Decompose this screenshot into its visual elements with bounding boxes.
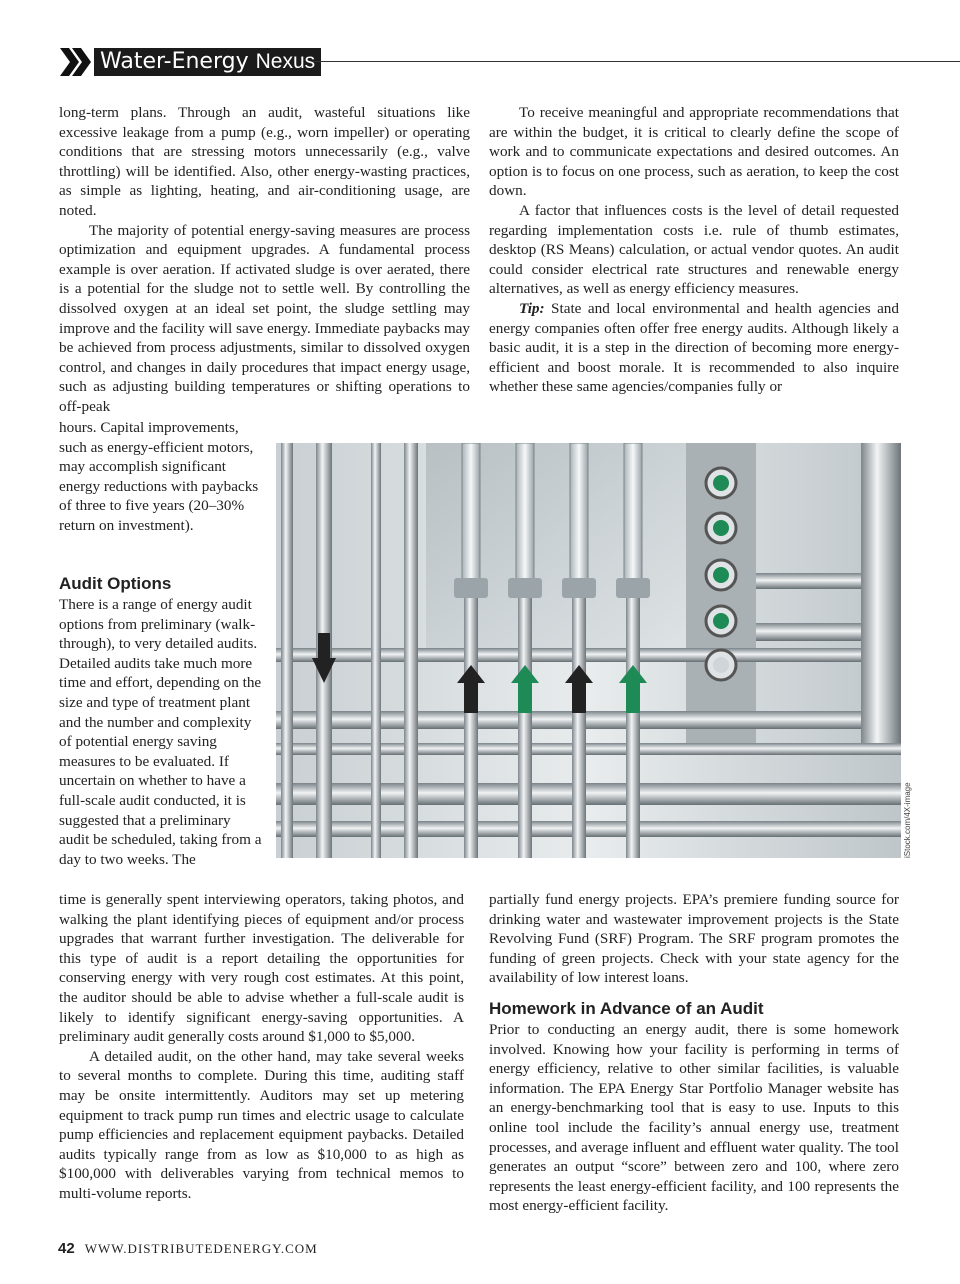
website-link[interactable]: WWW.DISTRIBUTEDENERGY.COM xyxy=(84,1241,318,1256)
right-column-bottom xyxy=(489,890,899,1216)
double-chevron-icon xyxy=(60,46,92,78)
left-narrow-top xyxy=(59,418,264,536)
page-number: 42 xyxy=(58,1240,75,1257)
flowmeter-pipes-illustration xyxy=(276,443,901,858)
paragraph: long-term plans. Through an audit, wasteful situations like excessive leakage from a pump (e.g., worn impeller) or operating conditions that are stressing motors unnecessarily (e.g., valve throttling) will be identified. Also, other energy-wasting practices, as simple as lighting, heating, and air-conditioning usage, are noted. xyxy=(59,104,470,219)
right-column-top xyxy=(489,103,899,397)
section-title: Water-Energy xyxy=(100,49,249,74)
paragraph: To receive meaningful and appropriate recommendations that are within the budget, it is critical to clearly define the scope of work and to communicate expectations and desired outcomes. An option is to focus on one process, such as aeration, to keep the cost down. xyxy=(489,104,899,200)
paragraph: The majority of potential energy-saving measures are process optimization and equipment upgrades. A fundamental process example is over aeration. If activated sludge is over aerated, there is a potential for the sludge not to settle well. By controlling the dissolved oxygen at an ideal set point, the sludge settling may improve and the facility will save energy. Immediate paybacks may be achieved from process adjustments, similar to dissolved oxygen control, and changes in daily procedures that impact energy usage, such as adjusting building temperatures or shifting operations to off-peak xyxy=(59,221,470,415)
page-footer xyxy=(58,1240,318,1257)
section-tag xyxy=(94,48,321,76)
paragraph: time is generally spent interviewing operators, taking photos, and walking the plant identifying pieces of equipment and/or process upgrades that warrant further investigation. The deliverable for this type of audit is a report detailing the opportunities for conserving energy with very rough cost estimates. At this point, the auditor should be able to advise whether a full-scale audit is likely to identify significant energy-saving opportunities. A preliminary audit generally costs around $1,000 to $5,000. xyxy=(59,891,464,1046)
paragraph: A factor that influences costs is the level of detail requested regarding implementation costs i.e. rule of thumb estimates, desktop (RS Means) calculation, or actual vendor quotes. An audit could consider electrical rate structures and renewable energy alternatives, as well as energy efficiency measures. xyxy=(489,201,899,298)
paragraph: A detailed audit, on the other hand, may take several weeks to several months to complete. During this time, auditing staff may be onsite intermittently. Auditors may set up metering equipment to track pump run times and electric usage to calculate pump efficiencies and replacement equipment paybacks. Detailed audits typically range from as low as $10,000 to as high as $100,000 with deliverables varying from technical memos to multi-volume reports. xyxy=(59,1047,464,1202)
header-rule xyxy=(313,61,960,62)
paragraph: partially fund energy projects. EPA’s premiere funding source for drinking water and wastewater improvement projects is the State Revolving Fund (SRF) Program. The SRF program promotes the funding of green projects. Check with your state agency for the availability of low interest loans. xyxy=(489,891,899,987)
left-column-top xyxy=(59,103,470,417)
paragraph: Prior to conducting an energy audit, there is some homework involved. Knowing how your facility is performing in terms of energy efficiency, relative to other similar facilities, is valuable information. The EPA Energy Star Portfolio Manager website has an energy-benchmarking tool that is easy to use. Inputs to this online tool include the facility’s annual energy use, treatment processes, and average influent and effluent water quality. The tool generates an output “score” between zero and 100, where zero represents the least energy-efficient facility, and 100 represents the most energy-efficient facility. xyxy=(489,1020,899,1215)
equipment-photo xyxy=(276,443,901,858)
tip-paragraph xyxy=(489,299,899,397)
section-heading: Homework in Advance of an Audit xyxy=(489,998,764,1018)
tip-label: Tip: xyxy=(519,299,545,317)
photo-credit: iStock.com/4X-image xyxy=(903,782,912,858)
audit-options-continued xyxy=(59,890,464,1204)
section-header xyxy=(58,44,960,78)
section-heading: Audit Options xyxy=(59,574,172,593)
tip-text: State and local environmental and health agencies and energy companies often offer free energy audits. Although likely a basic audit, it is a step in the direction of becoming more energy-efficient and boost morale. It is recommended to also inquire whether these same agencies/companies fully or xyxy=(489,299,899,396)
audit-options-section xyxy=(59,573,264,869)
paragraph: hours. Capital improvements, such as energy-efficient motors, may accomplish significant energy reductions with paybacks of three to five years (20–30% return on investment). xyxy=(59,419,259,534)
section-subtitle: Nexus xyxy=(255,50,316,73)
paragraph: There is a range of energy audit options from preliminary (walk-through), to very detailed audits. Detailed audits take much more time and effort, depending on the size and type of treatment plant and the number and complexity of potential energy saving measures to be evaluated. If uncertain on whether to have a full-scale audit conducted, it is suggested that a preliminary audit be scheduled, taking from a day to two weeks. The xyxy=(59,596,262,868)
